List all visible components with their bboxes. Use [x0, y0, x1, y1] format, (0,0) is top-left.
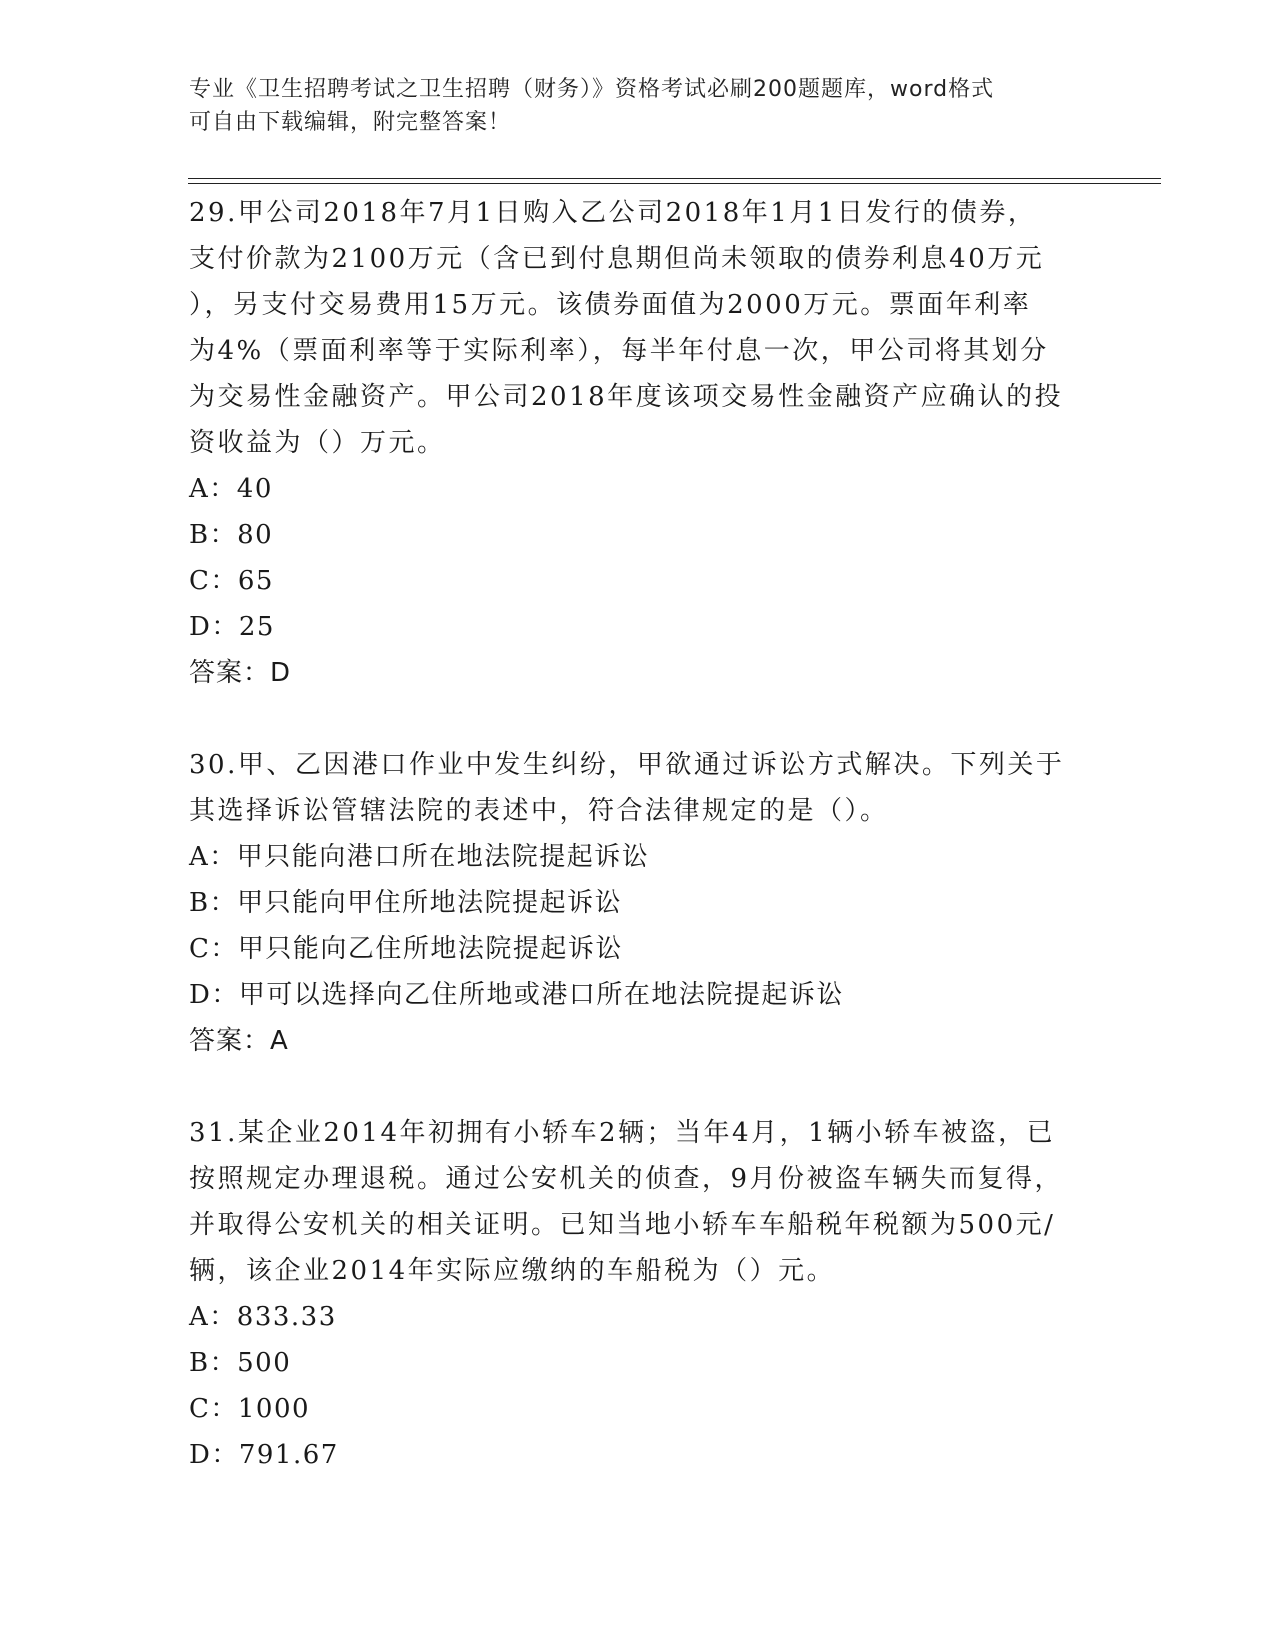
header-line-1: 专业《卫生招聘考试之卫生招聘（财务）》资格考试必刷200题题库，word格式 [189, 77, 995, 102]
option-a: A：833.33 [189, 1302, 337, 1332]
option-b: B：80 [189, 520, 274, 550]
answer-line: 答案：D [189, 658, 292, 688]
question-text-line: 29.甲公司2018年7月1日购入乙公司2018年1月1日发行的债券， [189, 198, 1037, 228]
question-text-line: 辆，该企业2014年实际应缴纳的车船税为（）元。 [189, 1256, 836, 1286]
option-d: D：甲可以选择向乙住所地或港口所在地法院提起诉讼 [189, 980, 844, 1010]
question-text-line: ），另支付交易费用15万元。该债券面值为2000万元。票面年利率 [189, 290, 1032, 320]
header-divider-bottom [188, 183, 1161, 184]
option-c: C：65 [189, 566, 274, 596]
option-d: D：791.67 [189, 1440, 339, 1470]
header-line-2: 可自由下载编辑，附完整答案！ [189, 110, 512, 135]
question-spacer [189, 696, 1089, 742]
question-text-line: 为交易性金融资产。甲公司2018年度该项交易性金融资产应确认的投 [189, 382, 1064, 412]
option-d: D：25 [189, 612, 275, 642]
question-text-line: 并取得公安机关的相关证明。已知当地小轿车车船税年税额为500元/ [189, 1210, 1056, 1240]
question-spacer [189, 1064, 1089, 1110]
document-header [189, 73, 1089, 139]
option-b: B：甲只能向甲住所地法院提起诉讼 [189, 888, 623, 918]
question-text-line: 支付价款为2100万元（含已到付息期但尚未领取的债券利息40万元 [189, 244, 1045, 274]
answer-line: 答案：A [189, 1026, 289, 1056]
question-text-line: 资收益为（）万元。 [189, 428, 446, 458]
question-text-line: 31.某企业2014年初拥有小轿车2辆；当年4月，1辆小轿车被盗，已 [189, 1118, 1056, 1148]
question-30 [189, 742, 1089, 1064]
option-b: B：500 [189, 1348, 292, 1378]
question-29 [189, 190, 1089, 696]
question-text-line: 按照规定办理退税。通过公安机关的侦查，9月份被盗车辆失而复得， [189, 1164, 1064, 1194]
question-list [189, 190, 1089, 1478]
question-text-line: 为4%（票面利率等于实际利率），每半年付息一次，甲公司将其划分 [189, 336, 1049, 366]
question-text-line: 其选择诉讼管辖法院的表述中，符合法律规定的是（）。 [189, 796, 889, 826]
option-c: C：甲只能向乙住所地法院提起诉讼 [189, 934, 623, 964]
option-a: A：甲只能向港口所在地法院提起诉讼 [189, 842, 650, 872]
question-text-line: 30.甲、乙因港口作业中发生纠纷，甲欲通过诉讼方式解决。下列关于 [189, 750, 1065, 780]
option-c: C：1000 [189, 1394, 311, 1424]
option-a: A：40 [189, 474, 273, 504]
question-31 [189, 1110, 1089, 1478]
header-divider-top [188, 178, 1161, 179]
